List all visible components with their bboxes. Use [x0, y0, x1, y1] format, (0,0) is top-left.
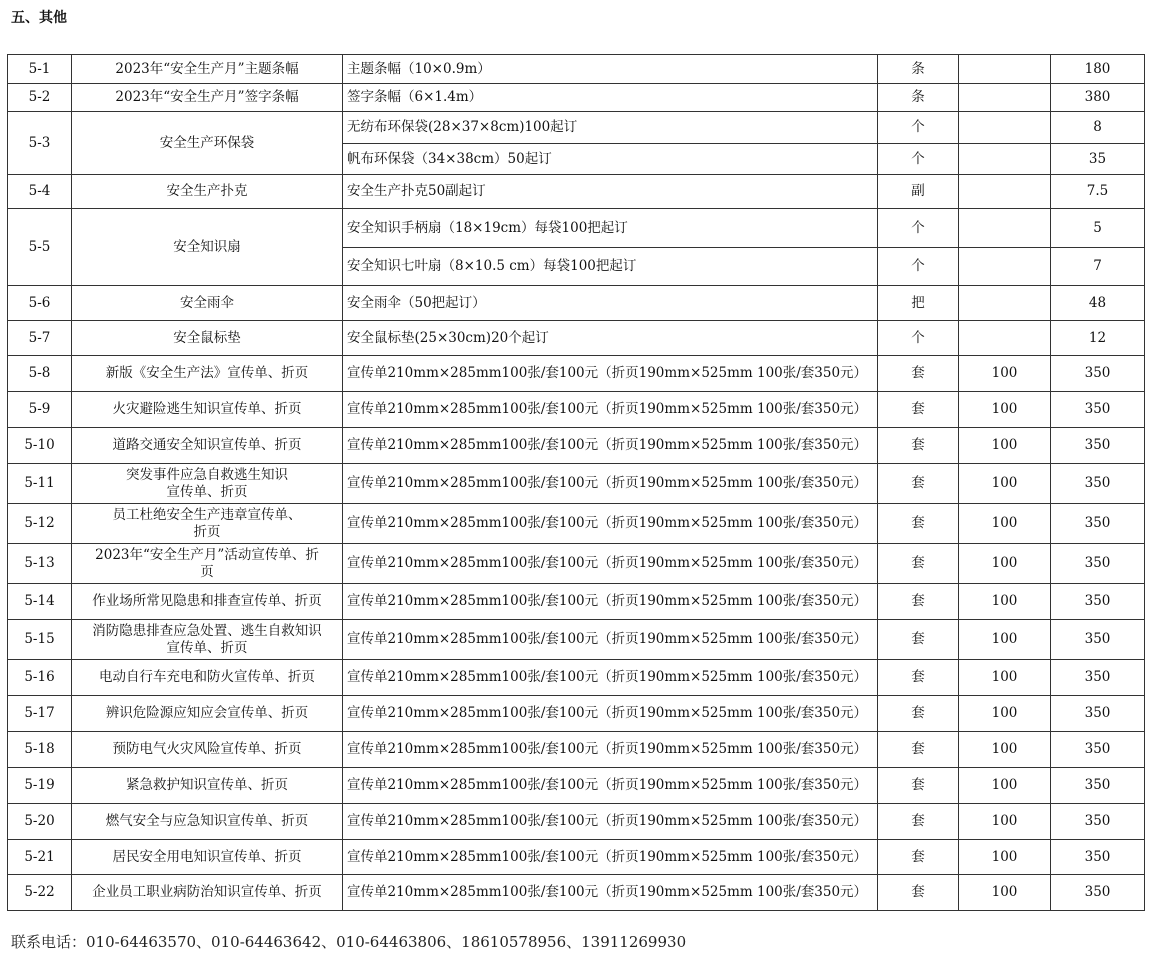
- item-unit-cell: 套: [878, 544, 959, 584]
- item-quantity-cell: [959, 286, 1051, 321]
- table-row: [8, 840, 1145, 875]
- item-name-line: 宣传单、折页: [166, 639, 248, 656]
- table-row: [8, 732, 1145, 768]
- item-unit-cell: 条: [878, 84, 959, 112]
- item-spec-cell: 安全鼠标垫(25×30cm)20个起订: [343, 321, 878, 356]
- item-price-cell: 350: [1051, 356, 1145, 392]
- item-name-line: 2023年“安全生产月”签字条幅: [115, 89, 299, 105]
- item-name-cell: [72, 620, 343, 660]
- item-price-cell: 350: [1051, 392, 1145, 428]
- item-number-cell: 5-22: [8, 875, 72, 911]
- item-name-cell: [72, 84, 343, 112]
- item-unit-cell: 个: [878, 144, 959, 175]
- item-price-cell: 12: [1051, 321, 1145, 356]
- item-name-cell: [72, 321, 343, 356]
- item-quantity-cell: [959, 248, 1051, 286]
- item-price-cell: 350: [1051, 544, 1145, 584]
- item-spec-cell: 宣传单210mm×285mm100张/套100元（折页190mm×525mm 100张/套350元）: [343, 504, 878, 544]
- item-name-cell: [72, 175, 343, 209]
- item-name-line: 作业场所常见隐患和排查宣传单、折页: [92, 593, 322, 609]
- item-spec-cell: 宣传单210mm×285mm100张/套100元（折页190mm×525mm 100张/套350元）: [343, 356, 878, 392]
- item-quantity-cell: [959, 321, 1051, 356]
- item-number-cell: 5-20: [8, 804, 72, 840]
- table-row: [8, 696, 1145, 732]
- item-spec-cell: 宣传单210mm×285mm100张/套100元（折页190mm×525mm 100张/套350元）: [343, 392, 878, 428]
- item-unit-cell: 条: [878, 55, 959, 84]
- item-spec-cell: 宣传单210mm×285mm100张/套100元（折页190mm×525mm 100张/套350元）: [343, 696, 878, 732]
- item-unit-cell: 个: [878, 248, 959, 286]
- item-quantity-cell: 100: [959, 464, 1051, 504]
- item-name-line: 紧急救护知识宣传单、折页: [126, 777, 288, 793]
- item-price-cell: 350: [1051, 504, 1145, 544]
- item-number-cell: 5-3: [8, 112, 72, 175]
- item-number-cell: 5-13: [8, 544, 72, 584]
- item-price-cell: 7.5: [1051, 175, 1145, 209]
- item-price-cell: 350: [1051, 428, 1145, 464]
- table-row: [8, 392, 1145, 428]
- item-name-cell: [72, 696, 343, 732]
- item-name-line: 预防电气火灾风险宣传单、折页: [112, 741, 302, 757]
- item-name-line: 2023年“安全生产月”主题条幅: [115, 60, 299, 77]
- item-spec-cell: 安全生产扑克50副起订: [343, 175, 878, 209]
- table-row: [8, 356, 1145, 392]
- item-name-line: 页: [200, 563, 214, 580]
- contact-numbers: 010-64463570、010-64463642、010-64463806、18610578956、13911269930: [86, 933, 687, 951]
- item-unit-cell: 套: [878, 504, 959, 544]
- item-name-line: 火灾避险逃生知识宣传单、折页: [112, 401, 302, 417]
- item-spec-cell: 宣传单210mm×285mm100张/套100元（折页190mm×525mm 100张/套350元）: [343, 428, 878, 464]
- item-unit-cell: 副: [878, 175, 959, 209]
- item-quantity-cell: [959, 144, 1051, 175]
- item-name-cell: [72, 768, 343, 804]
- table-row: [8, 804, 1145, 840]
- item-number-cell: 5-12: [8, 504, 72, 544]
- item-price-cell: 5: [1051, 209, 1145, 248]
- item-unit-cell: 把: [878, 286, 959, 321]
- item-name-line: 燃气安全与应急知识宣传单、折页: [105, 813, 309, 829]
- item-number-cell: 5-19: [8, 768, 72, 804]
- item-price-cell: 180: [1051, 55, 1145, 84]
- item-name-cell: [72, 544, 343, 584]
- item-spec-cell: 宣传单210mm×285mm100张/套100元（折页190mm×525mm 100张/套350元）: [343, 840, 878, 875]
- item-number-cell: 5-11: [8, 464, 72, 504]
- item-name-line: 2023年“安全生产月”活动宣传单、折: [95, 546, 319, 563]
- item-number-cell: 5-18: [8, 732, 72, 768]
- item-price-cell: 35: [1051, 144, 1145, 175]
- item-quantity-cell: 100: [959, 620, 1051, 660]
- item-spec-cell: 宣传单210mm×285mm100张/套100元（折页190mm×525mm 100张/套350元）: [343, 464, 878, 504]
- item-unit-cell: 套: [878, 732, 959, 768]
- item-price-cell: 380: [1051, 84, 1145, 112]
- item-quantity-cell: [959, 55, 1051, 84]
- item-unit-cell: 套: [878, 620, 959, 660]
- table-row: [8, 175, 1145, 209]
- item-spec-cell: 安全知识七叶扇（8×10.5 cm）每袋100把起订: [343, 248, 878, 286]
- price-table: [7, 54, 1145, 911]
- item-spec-cell: 宣传单210mm×285mm100张/套100元（折页190mm×525mm 100张/套350元）: [343, 544, 878, 584]
- table-row: [8, 209, 1145, 248]
- price-table-body: [8, 55, 1145, 911]
- item-name-cell: [72, 584, 343, 620]
- item-number-cell: 5-2: [8, 84, 72, 112]
- item-name-cell: [72, 55, 343, 84]
- item-price-cell: 350: [1051, 660, 1145, 696]
- item-price-cell: 7: [1051, 248, 1145, 286]
- table-row: [8, 428, 1145, 464]
- item-price-cell: 350: [1051, 768, 1145, 804]
- item-spec-cell: 宣传单210mm×285mm100张/套100元（折页190mm×525mm 100张/套350元）: [343, 732, 878, 768]
- item-quantity-cell: 100: [959, 428, 1051, 464]
- item-quantity-cell: [959, 112, 1051, 144]
- item-name-cell: [72, 464, 343, 504]
- item-name-cell: [72, 840, 343, 875]
- item-quantity-cell: [959, 209, 1051, 248]
- section-title: 五、其他: [11, 10, 67, 26]
- item-quantity-cell: 100: [959, 696, 1051, 732]
- contact-line: [11, 931, 686, 953]
- item-name-line: 道路交通安全知识宣传单、折页: [112, 437, 302, 453]
- item-name-line: 企业员工职业病防治知识宣传单、折页: [92, 884, 322, 900]
- item-name-line: 电动自行车充电和防火宣传单、折页: [99, 669, 315, 685]
- item-number-cell: 5-17: [8, 696, 72, 732]
- item-number-cell: 5-14: [8, 584, 72, 620]
- table-row: [8, 112, 1145, 144]
- item-quantity-cell: 100: [959, 875, 1051, 911]
- table-row: [8, 464, 1145, 504]
- item-name-line: 员工杜绝安全生产违章宣传单、: [112, 506, 302, 523]
- item-quantity-cell: [959, 175, 1051, 209]
- item-unit-cell: 套: [878, 356, 959, 392]
- table-row: [8, 620, 1145, 660]
- item-spec-cell: 帆布环保袋（34×38cm）50起订: [343, 144, 878, 175]
- item-unit-cell: 套: [878, 768, 959, 804]
- item-quantity-cell: 100: [959, 660, 1051, 696]
- item-name-line: 辨识危险源应知应会宣传单、折页: [105, 705, 309, 721]
- item-spec-cell: 宣传单210mm×285mm100张/套100元（折页190mm×525mm 100张/套350元）: [343, 875, 878, 911]
- table-row: [8, 875, 1145, 911]
- item-spec-cell: 安全知识手柄扇（18×19cm）每袋100把起订: [343, 209, 878, 248]
- item-name-line: 安全鼠标垫: [173, 329, 241, 346]
- item-price-cell: 350: [1051, 732, 1145, 768]
- item-quantity-cell: 100: [959, 804, 1051, 840]
- item-number-cell: 5-4: [8, 175, 72, 209]
- table-row: [8, 321, 1145, 356]
- item-name-cell: [72, 875, 343, 911]
- item-name-line: 安全生产环保袋: [159, 134, 255, 151]
- item-number-cell: 5-16: [8, 660, 72, 696]
- item-quantity-cell: 100: [959, 356, 1051, 392]
- item-unit-cell: 个: [878, 112, 959, 144]
- item-unit-cell: 套: [878, 584, 959, 620]
- item-unit-cell: 套: [878, 696, 959, 732]
- item-name-line: 折页: [193, 523, 221, 540]
- table-row: [8, 286, 1145, 321]
- item-price-cell: 350: [1051, 875, 1145, 911]
- item-name-cell: [72, 428, 343, 464]
- item-quantity-cell: 100: [959, 504, 1051, 544]
- item-quantity-cell: [959, 84, 1051, 112]
- item-number-cell: 5-7: [8, 321, 72, 356]
- item-spec-cell: 宣传单210mm×285mm100张/套100元（折页190mm×525mm 100张/套350元）: [343, 584, 878, 620]
- item-price-cell: 350: [1051, 840, 1145, 875]
- item-unit-cell: 套: [878, 840, 959, 875]
- item-number-cell: 5-10: [8, 428, 72, 464]
- item-price-cell: 350: [1051, 620, 1145, 660]
- item-name-line: 安全雨伞: [180, 294, 234, 311]
- item-number-cell: 5-15: [8, 620, 72, 660]
- item-spec-cell: 宣传单210mm×285mm100张/套100元（折页190mm×525mm 100张/套350元）: [343, 804, 878, 840]
- item-quantity-cell: 100: [959, 768, 1051, 804]
- item-quantity-cell: 100: [959, 840, 1051, 875]
- item-name-cell: [72, 504, 343, 544]
- item-name-line: 宣传单、折页: [166, 483, 248, 500]
- item-spec-cell: 安全雨伞（50把起订）: [343, 286, 878, 321]
- item-name-cell: [72, 732, 343, 768]
- item-price-cell: 350: [1051, 464, 1145, 504]
- item-number-cell: 5-21: [8, 840, 72, 875]
- item-name-line: 安全知识扇: [173, 238, 241, 255]
- item-number-cell: 5-6: [8, 286, 72, 321]
- item-number-cell: 5-5: [8, 209, 72, 286]
- table-row: [8, 660, 1145, 696]
- item-name-line: 新版《安全生产法》宣传单、折页: [105, 365, 309, 381]
- item-unit-cell: 套: [878, 392, 959, 428]
- table-row: [8, 55, 1145, 84]
- item-spec-cell: 签字条幅（6×1.4m）: [343, 84, 878, 112]
- item-spec-cell: 宣传单210mm×285mm100张/套100元（折页190mm×525mm 100张/套350元）: [343, 660, 878, 696]
- item-price-cell: 350: [1051, 584, 1145, 620]
- contact-label: 联系电话：: [11, 933, 87, 951]
- item-spec-cell: 无纺布环保袋(28×37×8cm)100起订: [343, 112, 878, 144]
- item-unit-cell: 套: [878, 464, 959, 504]
- item-number-cell: 5-8: [8, 356, 72, 392]
- item-name-cell: [72, 356, 343, 392]
- item-name-cell: [72, 286, 343, 321]
- item-name-cell: [72, 660, 343, 696]
- item-spec-cell: 宣传单210mm×285mm100张/套100元（折页190mm×525mm 100张/套350元）: [343, 620, 878, 660]
- item-quantity-cell: 100: [959, 732, 1051, 768]
- item-unit-cell: 个: [878, 209, 959, 248]
- table-row: [8, 84, 1145, 112]
- item-name-cell: [72, 392, 343, 428]
- table-row: [8, 584, 1145, 620]
- item-unit-cell: 套: [878, 428, 959, 464]
- item-name-cell: [72, 209, 343, 286]
- item-price-cell: 350: [1051, 696, 1145, 732]
- item-name-cell: [72, 804, 343, 840]
- item-name-line: 突发事件应急自救逃生知识: [126, 466, 288, 483]
- item-price-cell: 350: [1051, 804, 1145, 840]
- item-unit-cell: 套: [878, 875, 959, 911]
- item-unit-cell: 套: [878, 804, 959, 840]
- item-name-line: 消防隐患排查应急处置、逃生自救知识: [92, 622, 322, 639]
- item-name-line: 居民安全用电知识宣传单、折页: [112, 848, 302, 865]
- item-price-cell: 48: [1051, 286, 1145, 321]
- item-number-cell: 5-1: [8, 55, 72, 84]
- item-quantity-cell: 100: [959, 544, 1051, 584]
- item-unit-cell: 套: [878, 660, 959, 696]
- item-spec-cell: 宣传单210mm×285mm100张/套100元（折页190mm×525mm 100张/套350元）: [343, 768, 878, 804]
- item-name-cell: [72, 112, 343, 175]
- table-row: [8, 544, 1145, 584]
- table-row: [8, 768, 1145, 804]
- item-number-cell: 5-9: [8, 392, 72, 428]
- item-price-cell: 8: [1051, 112, 1145, 144]
- item-unit-cell: 个: [878, 321, 959, 356]
- item-quantity-cell: 100: [959, 392, 1051, 428]
- item-name-line: 安全生产扑克: [166, 183, 248, 199]
- table-row: [8, 504, 1145, 544]
- item-spec-cell: 主题条幅（10×0.9m）: [343, 55, 878, 84]
- item-quantity-cell: 100: [959, 584, 1051, 620]
